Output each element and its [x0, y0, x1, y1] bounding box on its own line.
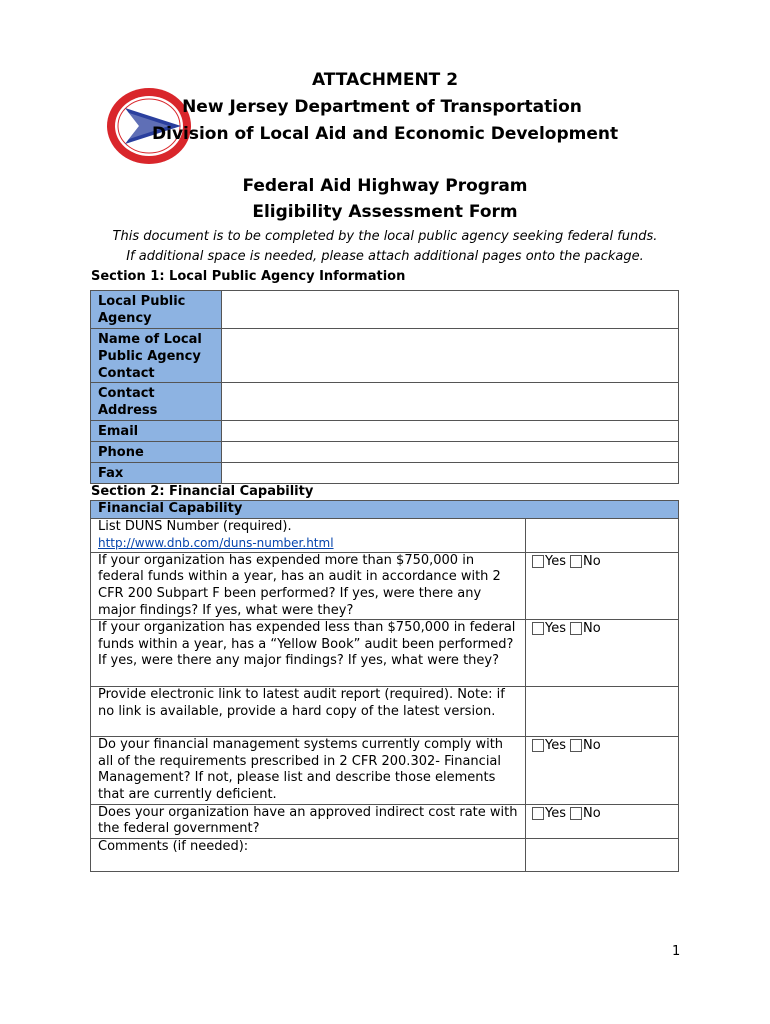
yes-checkbox[interactable]	[532, 739, 544, 752]
table-row	[91, 291, 679, 329]
table-row	[91, 383, 679, 421]
duns-text: List DUNS Number (required).	[98, 518, 292, 534]
table-row	[91, 442, 679, 463]
division-title: Division of Local Aid and Economic Development	[152, 124, 619, 144]
yes-label: Yes	[545, 738, 566, 754]
financial-management-answer	[526, 737, 679, 804]
agency-field[interactable]	[222, 291, 679, 329]
form-title: Eligibility Assessment Form	[252, 202, 518, 222]
table-row	[91, 737, 679, 804]
financial-capability-table	[90, 500, 679, 872]
phone-label: Phone	[91, 442, 222, 463]
table-row	[91, 421, 679, 442]
table-row	[91, 501, 679, 519]
no-label: No	[583, 553, 601, 569]
audit-report-link-question: Provide electronic link to latest audit report (required). Note: if no link is available, provide a hard copy of the latest version.	[91, 687, 526, 737]
no-checkbox[interactable]	[570, 555, 582, 568]
no-checkbox[interactable]	[570, 807, 582, 820]
no-label: No	[583, 805, 601, 821]
yes-checkbox[interactable]	[532, 622, 544, 635]
financial-capability-header: Financial Capability	[91, 501, 679, 519]
no-checkbox[interactable]	[570, 622, 582, 635]
page-number: 1	[672, 944, 681, 959]
yes-label: Yes	[545, 553, 566, 569]
section-2-title: Section 2: Financial Capability	[91, 484, 314, 499]
no-label: No	[583, 738, 601, 754]
table-row	[91, 620, 679, 687]
fax-label: Fax	[91, 463, 222, 484]
audit-report-link-field[interactable]	[526, 687, 679, 737]
attachment-title: ATTACHMENT 2	[311, 70, 459, 90]
table-row	[91, 804, 679, 838]
table-row	[91, 463, 679, 484]
yes-checkbox[interactable]	[532, 555, 544, 568]
contact-address-field[interactable]	[222, 383, 679, 421]
duns-answer-field[interactable]	[526, 518, 679, 552]
table-row	[91, 518, 679, 552]
section-1-title: Section 1: Local Public Agency Information	[91, 269, 406, 284]
indirect-cost-rate-answer	[526, 804, 679, 838]
no-label: No	[583, 621, 601, 637]
additional-space-note: If additional space is needed, please attach additional pages onto the package.	[126, 249, 644, 264]
comments-field[interactable]	[526, 838, 679, 871]
contact-address-label: Contact Address	[91, 383, 222, 421]
agency-label: Local Public Agency	[91, 291, 222, 329]
agency-info-table	[90, 290, 679, 484]
department-title: New Jersey Department of Transportation	[182, 97, 582, 117]
duns-question	[91, 518, 526, 552]
indirect-cost-rate-question: Does your organization have an approved indirect cost rate with the federal government?	[91, 804, 526, 838]
yes-checkbox[interactable]	[532, 807, 544, 820]
audit-over-750k-question: If your organization has expended more than $750,000 in federal funds within a year, has an audit in accordance with 2 CFR 200 Subpart F been performed? If yes, were there any major findings? If yes, what were they?	[91, 552, 526, 619]
yes-label: Yes	[545, 805, 566, 821]
phone-field[interactable]	[222, 442, 679, 463]
no-checkbox[interactable]	[570, 739, 582, 752]
yellow-book-question: If your organization has expended less than $750,000 in federal funds within a year, has a “Yellow Book” audit been performed? If yes, were there any major findings? If yes, what were they?	[91, 620, 526, 687]
email-field[interactable]	[222, 421, 679, 442]
yellow-book-answer	[526, 620, 679, 687]
comments-label: Comments (if needed):	[91, 838, 526, 871]
audit-over-750k-answer	[526, 552, 679, 619]
contact-name-field[interactable]	[222, 329, 679, 383]
fax-field[interactable]	[222, 463, 679, 484]
table-row	[91, 687, 679, 737]
instruction-note: This document is to be completed by the local public agency seeking federal funds.	[112, 229, 658, 244]
program-title: Federal Aid Highway Program	[242, 176, 528, 196]
duns-link[interactable]: http://www.dnb.com/duns-number.html	[98, 536, 334, 551]
contact-name-label: Name of Local Public Agency Contact	[91, 329, 222, 383]
financial-management-question: Do your financial management systems currently comply with all of the requirements prescribed in 2 CFR 200.302- Financial Management? If not, please list and describe those elements that are currently deficient.	[91, 737, 526, 804]
yes-label: Yes	[545, 621, 566, 637]
table-row	[91, 838, 679, 871]
email-label: Email	[91, 421, 222, 442]
table-row	[91, 329, 679, 383]
table-row	[91, 552, 679, 619]
